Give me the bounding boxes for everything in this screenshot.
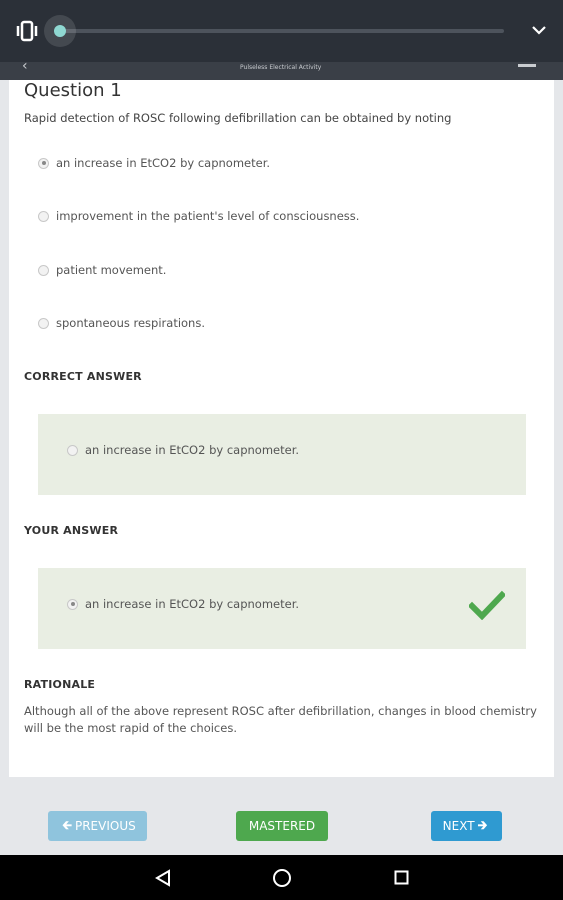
menu-icon[interactable]	[518, 64, 536, 67]
previous-button[interactable]	[48, 811, 147, 841]
arrow-right-icon: 🡲	[477, 817, 488, 832]
option-1[interactable]	[38, 156, 270, 170]
option-4[interactable]	[38, 316, 205, 330]
seek-thumb[interactable]	[54, 25, 66, 37]
radio[interactable]	[38, 211, 49, 222]
option-label: improvement in the patient's level of consciousness.	[56, 209, 360, 223]
radio-selected	[67, 599, 78, 610]
nav-recents-icon[interactable]	[394, 870, 409, 885]
option-label: an increase in EtCO2 by capnometer.	[56, 156, 271, 170]
radio[interactable]	[38, 265, 49, 276]
media-control-bar	[0, 0, 563, 62]
next-button[interactable]	[431, 811, 502, 841]
nav-home-icon[interactable]	[272, 868, 292, 888]
your-answer-text: an increase in EtCO2 by capnometer.	[85, 597, 300, 611]
question-title: Question 1	[24, 80, 122, 101]
previous-label: PREVIOUS	[74, 819, 136, 833]
option-label: patient movement.	[56, 263, 167, 277]
rationale-heading: RATIONALE	[24, 678, 96, 691]
arrow-left-icon: 🡰	[62, 817, 72, 832]
rationale-text: Although all of the above represent ROSC after defibrillation, changes in blood chemistry will be the most rapid of the choices.	[24, 704, 537, 735]
seek-bar[interactable]	[60, 29, 504, 33]
header-subtitle: Pulseless Electrical Activity	[240, 64, 322, 71]
radio[interactable]	[38, 318, 49, 329]
your-answer-heading: YOUR ANSWER	[24, 524, 119, 537]
mastered-label: MASTERED	[248, 819, 316, 833]
correct-answer-text: an increase in EtCO2 by capnometer.	[85, 443, 300, 457]
question-card	[9, 80, 554, 777]
vibrate-icon[interactable]	[14, 19, 40, 43]
chevron-down-icon[interactable]	[530, 22, 548, 38]
correct-answer-box	[38, 414, 526, 495]
correct-answer-heading: CORRECT ANSWER	[24, 370, 142, 383]
your-answer-option	[67, 597, 299, 611]
checkmark-icon	[469, 590, 505, 620]
question-text: Rapid detection of ROSC following defibrillation can be obtained by noting	[24, 111, 452, 125]
option-label: spontaneous respirations.	[56, 316, 205, 330]
android-nav-bar	[0, 855, 563, 900]
nav-back-icon[interactable]	[154, 869, 172, 887]
correct-answer-option	[67, 443, 299, 457]
option-2[interactable]	[38, 209, 359, 223]
back-arrow-icon[interactable]: ‹	[22, 62, 28, 74]
mastered-button[interactable]	[236, 811, 328, 841]
radio	[67, 445, 78, 456]
option-3[interactable]	[38, 263, 166, 277]
app-header	[0, 62, 563, 80]
radio-selected[interactable]	[38, 158, 49, 169]
your-answer-box	[38, 568, 526, 649]
next-label: NEXT	[442, 819, 475, 833]
